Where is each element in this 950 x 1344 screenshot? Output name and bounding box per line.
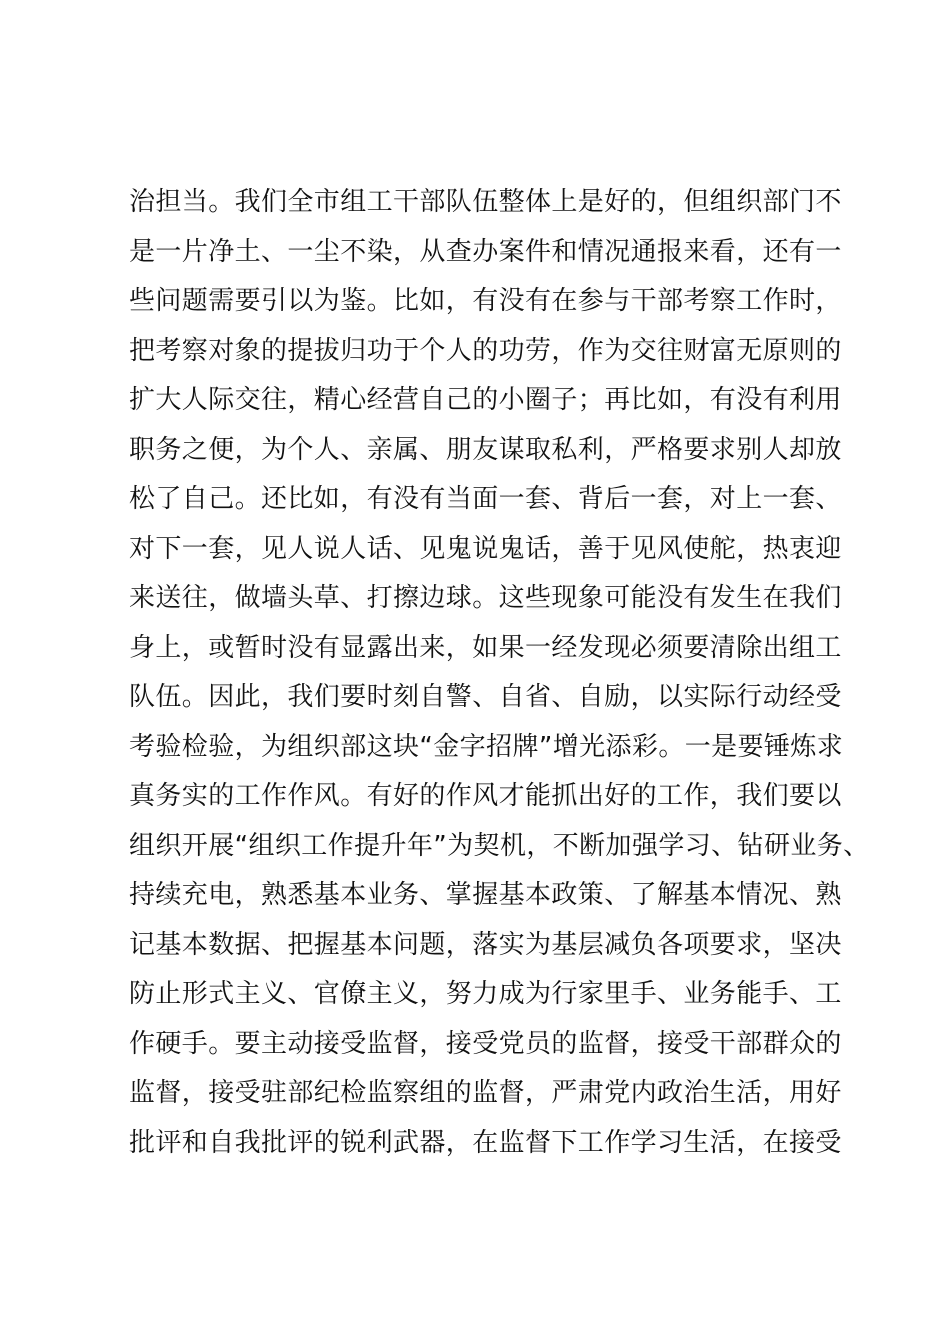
text-line: 对下一套，见人说人话、见鬼说鬼话，善于见风使舵，热衷迎	[129, 533, 842, 564]
text-line: 身上，或暂时没有显露出来，如果一经发现必须要清除出组工	[129, 632, 842, 663]
text-line: 把考察对象的提拔归功于个人的功劳，作为交往财富无原则的	[129, 335, 842, 366]
text-line: 考验检验，为组织部这块“金字招牌”增光添彩。一是要锤炼求	[129, 731, 844, 762]
text-line: 是一片净土、一尘不染，从查办案件和情况通报来看，还有一	[129, 236, 842, 267]
text-line: 监督，接受驻部纪检监察组的监督，严肃党内政治生活，用好	[129, 1078, 842, 1108]
text-line: 真务实的工作作风。有好的作风才能抓出好的工作，我们要以	[129, 781, 842, 811]
text-line: 来送往，做墙头草、打擦边球。这些现象可能没有发生在我们	[129, 583, 842, 613]
text-line: 作硬手。要主动接受监督，接受党员的监督，接受干部群众的	[129, 1028, 842, 1059]
text-line: 组织开展“组织工作提升年”为契机，不断加强学习、钻研业务、	[129, 830, 870, 861]
text-line: 些问题需要引以为鉴。比如，有没有在参与干部考察工作时，	[129, 286, 842, 316]
text-line: 记基本数据、把握基本问题，落实为基层减负各项要求，坚决	[129, 929, 842, 960]
text-line: 职务之便，为个人、亲属、朋友谋取私利，严格要求别人却放	[129, 434, 842, 465]
text-line: 松了自己。还比如，有没有当面一套、背后一套，对上一套、	[129, 484, 842, 514]
text-line: 防止形式主义、官僚主义，努力成为行家里手、业务能手、工	[129, 979, 842, 1009]
text-line: 队伍。因此，我们要时刻自警、自省、自励，以实际行动经受	[129, 682, 842, 712]
body-paragraph	[129, 178, 870, 1168]
text-line: 治担当。我们全市组工干部队伍整体上是好的，但组织部门不	[129, 187, 842, 217]
text-line: 扩大人际交往，精心经营自己的小圈子；再比如，有没有利用	[129, 385, 842, 415]
text-line: 持续充电，熟悉基本业务、掌握基本政策、了解基本情况、熟	[129, 880, 842, 910]
text-line: 批评和自我批评的锐利武器，在监督下工作学习生活，在接受	[129, 1127, 842, 1158]
